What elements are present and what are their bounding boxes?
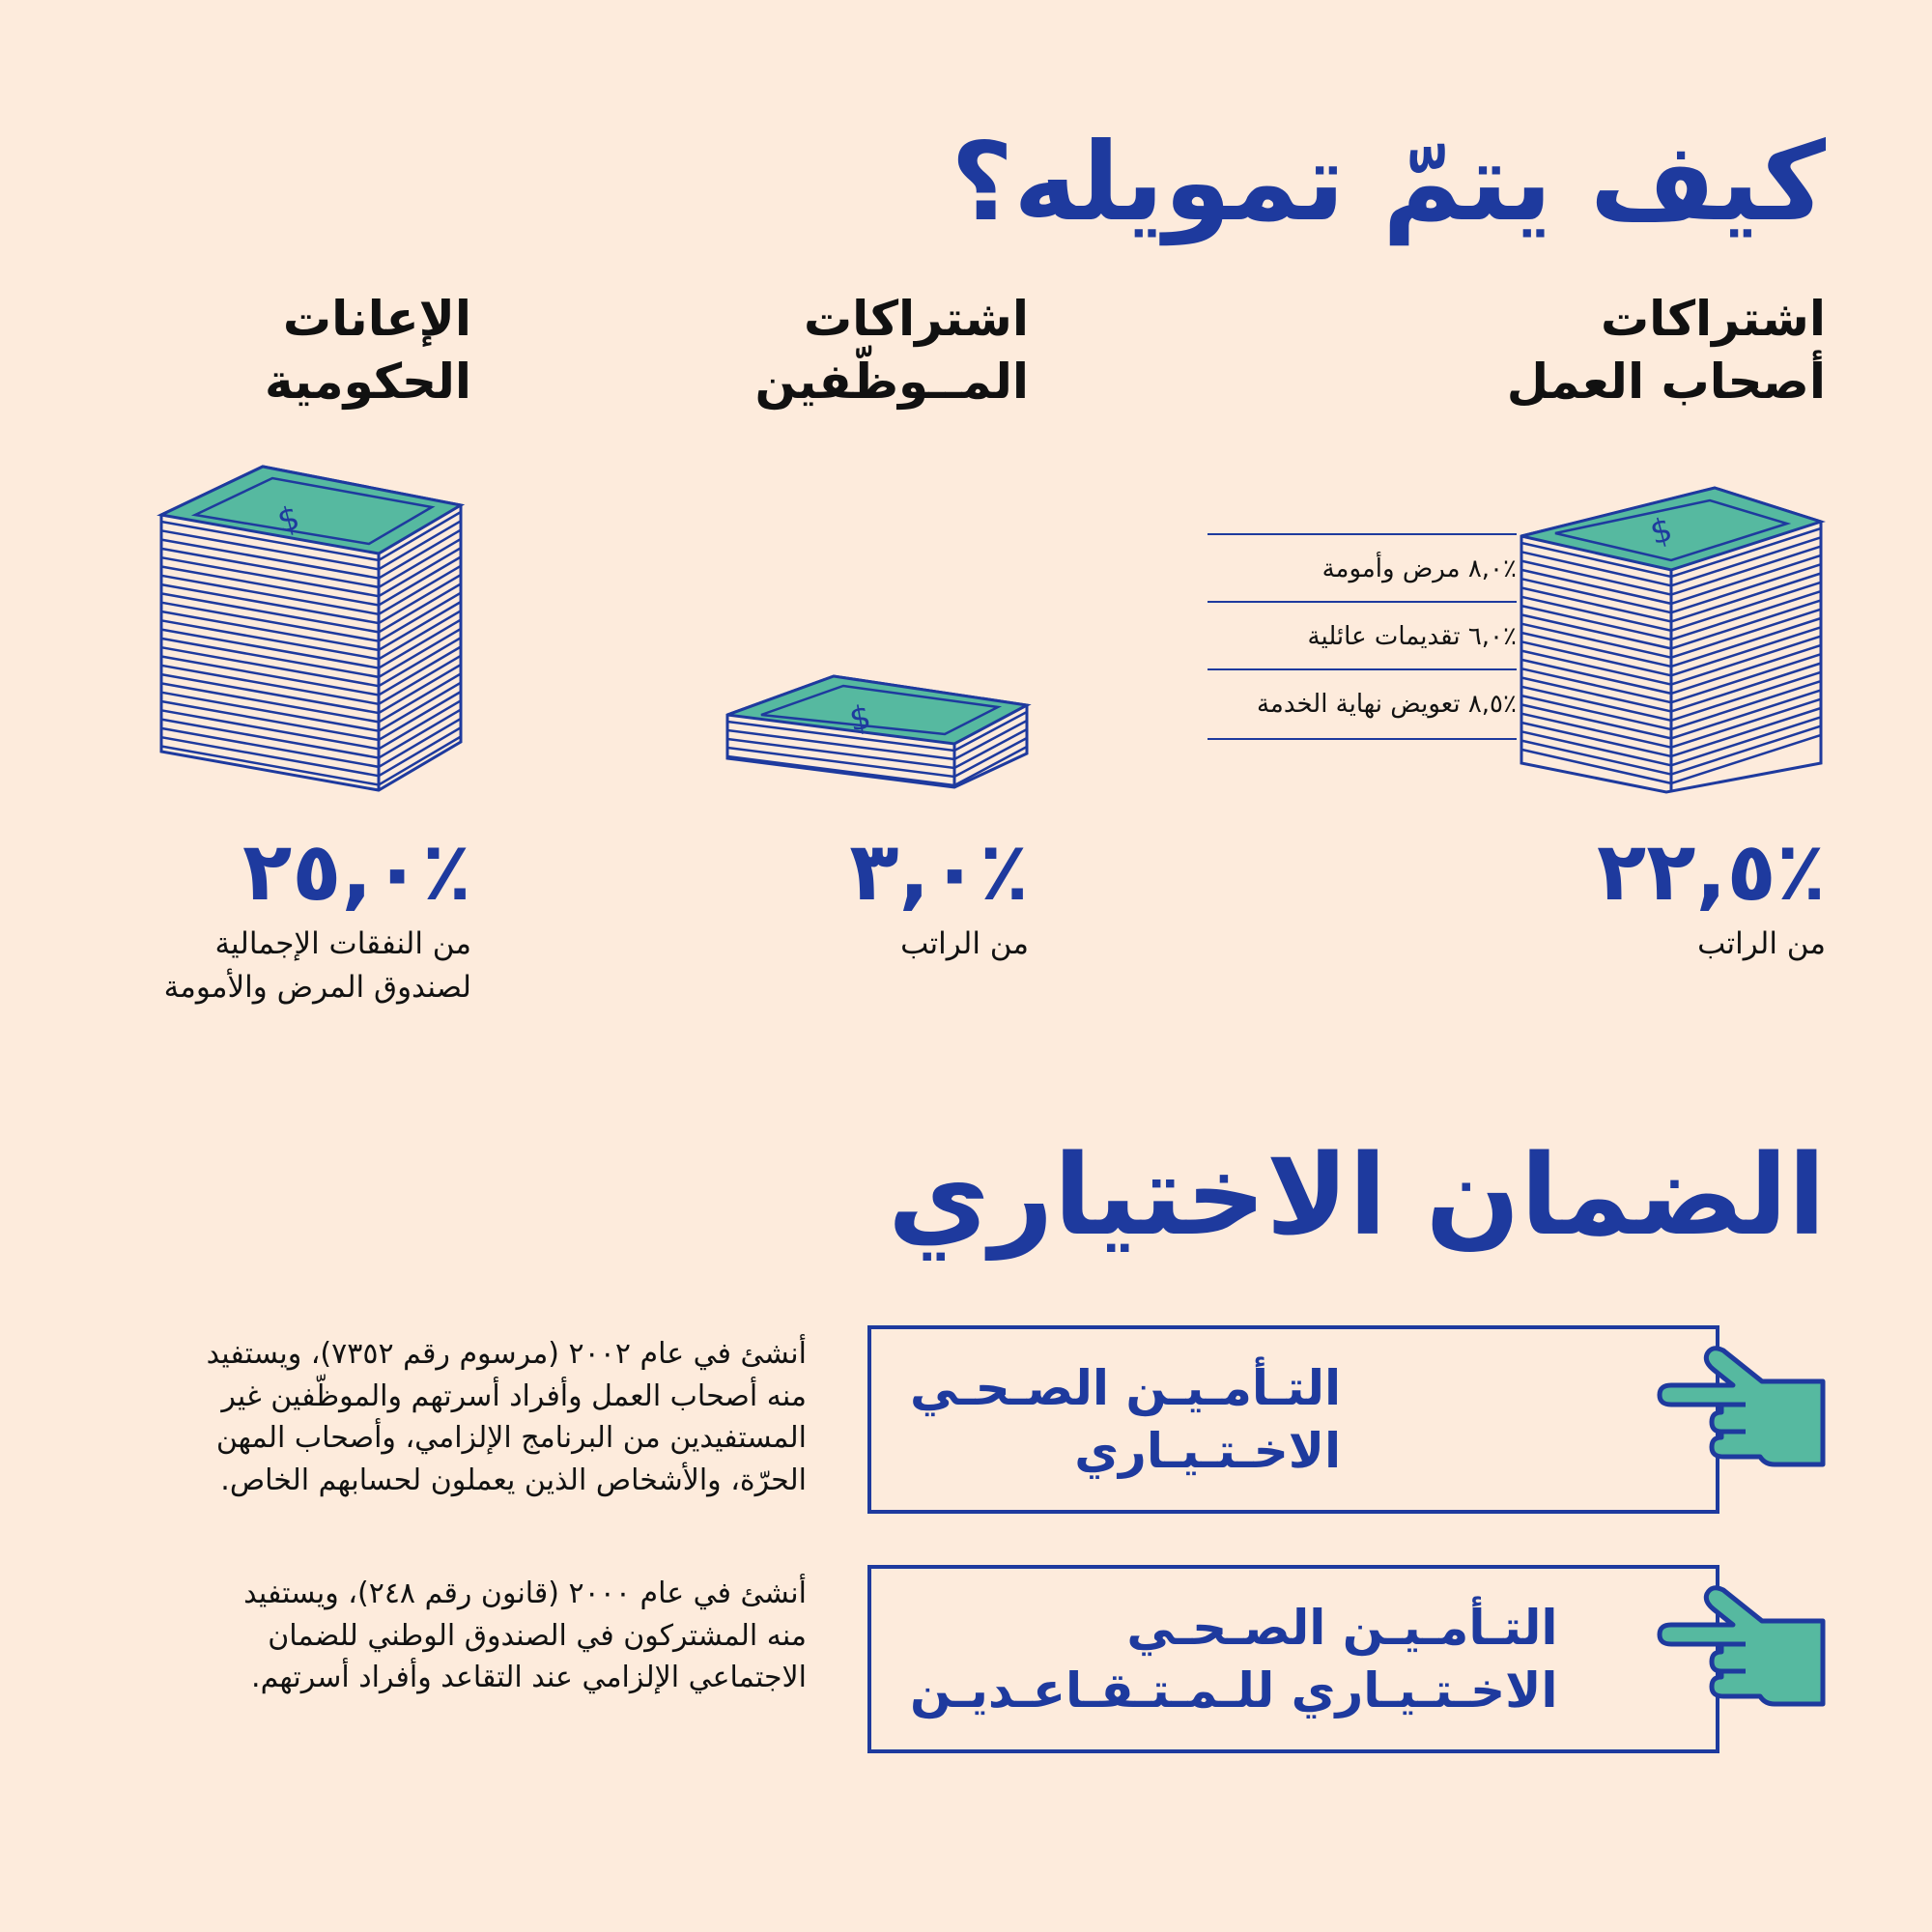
svg-text:$: $ (846, 697, 874, 740)
breakdown-end-of-service (1208, 668, 1517, 740)
pointing-hand-icon (1654, 1343, 1828, 1468)
government-subsidies-heading (265, 288, 471, 413)
desc-line: منه المشتركون في الصندوق الوطني للضمان (268, 1618, 807, 1653)
note-line: لصندوق المرض والأمومة (163, 969, 471, 1005)
pointing-hand-icon (1654, 1582, 1828, 1708)
employee-percentage: ٪٣,٠ (849, 824, 1029, 919)
government-percentage: ٪٢٥,٠ (242, 824, 471, 919)
box-title (910, 1597, 1660, 1722)
box-title-line: الاخـتـيـاري (1074, 1422, 1342, 1479)
heading-line: الحكومية (264, 354, 471, 410)
desc-line: الحرّة، والأشخاص الذين يعملون لحسابهم الخاص. (220, 1463, 807, 1497)
heading-line: اشتراكات (1600, 291, 1826, 347)
breakdown-label: ٪٦,٠ تقديمات عائلية (1307, 622, 1517, 651)
voluntary-retirees-insurance-description (72, 1573, 807, 1699)
desc-line: منه أصحاب العمل وأفراد أسرتهم والموظّفين غير (221, 1378, 807, 1413)
employer-contributions-heading (1507, 288, 1826, 413)
employer-percentage: ٪٢٢,٥ (1597, 824, 1826, 919)
breakdown-family-benefits (1208, 601, 1517, 670)
heading-line: أصحاب العمل (1506, 354, 1826, 410)
heading-line: الإعانات (282, 291, 471, 347)
voluntary-retirees-insurance-box (867, 1565, 1719, 1753)
heading-line: اشتراكات (803, 291, 1029, 347)
money-stack-icon (156, 462, 468, 795)
desc-line: المستفيدين من البرنامج الإلزامي، وأصحاب المهن (215, 1421, 807, 1455)
breakdown-sickness-maternity (1208, 533, 1517, 603)
desc-line: أنشئ في عام ٢٠٠٢ (مرسوم رقم ٧٣٥٢)، ويستفيد (206, 1337, 807, 1371)
employee-note (900, 923, 1029, 966)
money-stack-icon (723, 671, 1034, 792)
page-title: كيف يتمّ تمويله؟ (951, 120, 1826, 245)
voluntary-health-insurance-description (72, 1333, 807, 1501)
breakdown-label: ٪٨,٠ مرض وأمومة (1321, 554, 1517, 583)
note-line: من النفقات الإجمالية (214, 926, 471, 961)
box-title (910, 1357, 1442, 1483)
svg-text:$: $ (273, 498, 304, 542)
box-title-line: التـأمـيـن الصـحـي (910, 1359, 1342, 1416)
note-line: من الراتب (1697, 926, 1826, 961)
svg-text:$: $ (1646, 510, 1677, 554)
employee-contributions-heading (755, 288, 1029, 413)
money-stack-icon (1517, 483, 1826, 797)
box-title-line: الاخـتـيـاري للـمـتـقـاعـديـن (910, 1662, 1558, 1719)
government-note (164, 923, 471, 1009)
employer-note (1697, 923, 1826, 966)
box-title-line: التـأمـيـن الصـحـي (1126, 1599, 1558, 1656)
desc-line: أنشئ في عام ٢٠٠٠ (قانون رقم ٢٤٨)، ويستفيد (243, 1577, 807, 1610)
note-line: من الراتب (900, 926, 1029, 961)
voluntary-health-insurance-box (867, 1325, 1719, 1514)
heading-line: المــوظّفين (754, 354, 1029, 410)
voluntary-section-title: الضمان الاختياري (888, 1131, 1826, 1261)
desc-line: الاجتماعي الإلزامي عند التقاعد وأفراد أسرتهم. (251, 1661, 807, 1694)
breakdown-label: ٪٨,٥ تعويض نهاية الخدمة (1256, 690, 1517, 719)
